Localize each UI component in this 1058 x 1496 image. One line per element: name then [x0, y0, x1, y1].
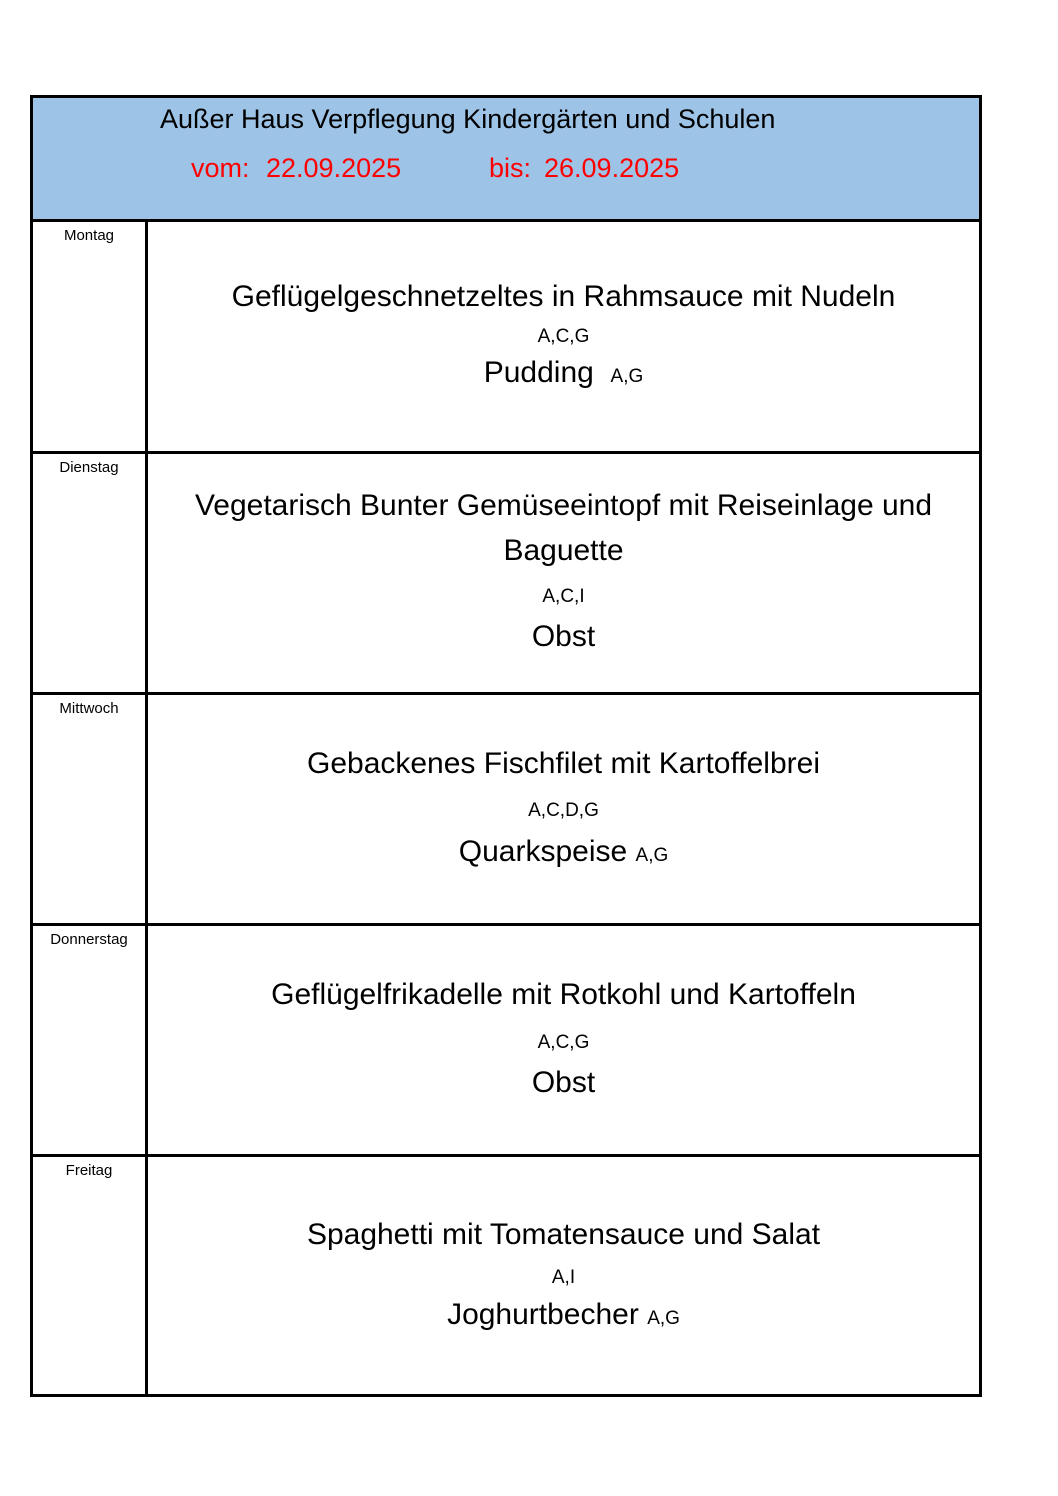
dessert: Quarkspeise [458, 835, 628, 868]
day-label: Donnerstag [33, 926, 148, 1154]
meal-cell [148, 222, 979, 451]
day-row-thursday [33, 926, 979, 1157]
dessert-allergens: A,G [635, 845, 669, 866]
main-dish-line2: Baguette [503, 534, 624, 567]
from-date: 22.09.2025 [266, 153, 402, 183]
to-date: 26.09.2025 [544, 153, 680, 183]
meal-cell [148, 926, 979, 1154]
main-allergens: A,C,G [537, 326, 590, 347]
meal-cell [148, 1157, 979, 1394]
dessert-allergens: A,G [610, 366, 644, 387]
day-label: Dienstag [33, 454, 148, 692]
day-row-friday [33, 1157, 979, 1394]
meal-cell [148, 454, 979, 692]
to-label: bis: [489, 153, 532, 183]
main-dish-line1: Vegetarisch Bunter Gemüseeintopf mit Reiseinlage und [194, 489, 933, 522]
day-row-monday [33, 222, 979, 454]
dessert-line [148, 356, 979, 390]
day-label: Montag [33, 222, 148, 451]
day-label: Mittwoch [33, 695, 148, 923]
day-label: Freitag [33, 1157, 148, 1394]
menu-table [30, 95, 982, 1397]
main-dish: Geflügelfrikadelle mit Rotkohl und Kartoffeln [271, 978, 856, 1011]
dessert-allergens: A,G [647, 1308, 680, 1329]
day-row-wednesday [33, 695, 979, 926]
dessert-line [148, 835, 979, 869]
dessert: Pudding [483, 356, 594, 389]
dessert: Obst [531, 1066, 596, 1099]
main-dish: Gebackenes Fischfilet mit Kartoffelbrei [306, 747, 820, 780]
main-allergens: A,I [551, 1267, 576, 1288]
main-dish: Spaghetti mit Tomatensauce und Salat [306, 1218, 821, 1251]
dessert: Joghurtbecher [447, 1298, 639, 1331]
from-label: vom: [191, 153, 250, 183]
main-allergens: A,C,G [537, 1032, 590, 1053]
dessert: Obst [531, 620, 596, 653]
menu-title: Außer Haus Verpflegung Kindergärten und Schulen [160, 104, 776, 134]
menu-header [33, 98, 979, 222]
day-row-tuesday [33, 454, 979, 695]
main-allergens: A,C,D,G [528, 800, 599, 821]
dessert-line [148, 1298, 979, 1332]
main-dish: Geflügelgeschnetzeltes in Rahmsauce mit Nudeln [231, 280, 896, 313]
meal-cell [148, 695, 979, 923]
main-allergens: A,C,I [542, 586, 585, 607]
